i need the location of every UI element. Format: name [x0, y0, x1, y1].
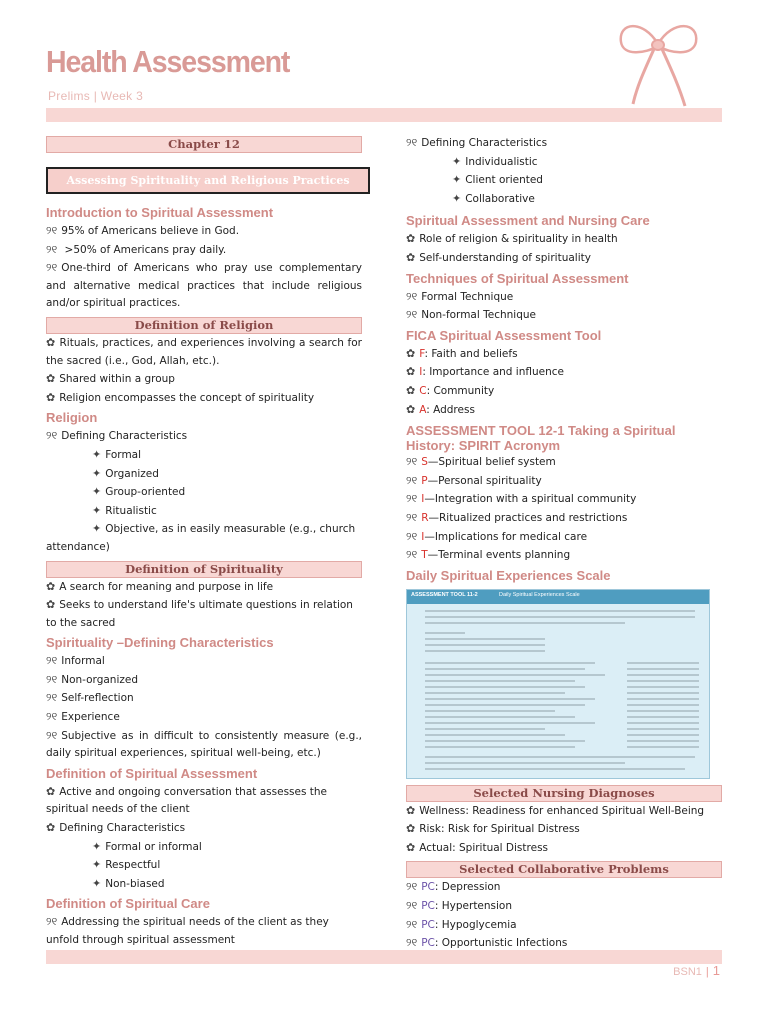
spirit-item: ୨୧ I—Implications for medical care [406, 529, 588, 543]
daily-scale-figure [406, 589, 710, 779]
intro-item: ୨୧ 95% of Americans believe in God. [46, 224, 240, 237]
chapter-heading: Chapter 12 [46, 136, 362, 153]
nursing-diagnoses-heading: Selected Nursing Diagnoses [406, 785, 722, 802]
intro-heading: Introduction to Spiritual Assessment [46, 205, 274, 220]
definition-item: ✿ Seeks to understand life's ultimate questions in relation to the sacred [46, 598, 353, 629]
spiritual-assessment-heading: Definition of Spiritual Assessment [46, 765, 258, 781]
list-item: ୨୧ Non-organized [46, 672, 138, 686]
problem-item: ୨୧ PC: Hypoglycemia [406, 917, 517, 931]
diagnosis-item: ✿ Risk: Risk for Spiritual Distress [406, 822, 580, 836]
list-item: ✦ Respectful [92, 858, 161, 872]
spirit-item: ୨୧ R—Ritualized practices and restrictions [406, 510, 628, 524]
fica-heading: FICA Spiritual Assessment Tool [406, 327, 602, 343]
list-item: ✦ Individualistic [452, 154, 538, 168]
list-item: ✿ Defining Characteristics [46, 821, 186, 835]
collaborative-problems-heading: Selected Collaborative Problems [406, 861, 722, 878]
list-item: ✦ Non-biased [92, 876, 165, 890]
list-item: ✦ Formal [92, 447, 142, 461]
page-footer [673, 963, 720, 978]
intro-item: ୨୧ One-third of Americans who pray use complementary and alternative medical practices that include religious and/or spiritual practices. [46, 261, 362, 310]
scale-figure-header: ASSESSMENT TOOL 11-2 Daily Spiritual Experiences Scale [407, 590, 709, 604]
page-title: Health Assessment [46, 44, 290, 79]
list-item: ୨୧ Defining Characteristics [46, 429, 188, 443]
spirit-item: ୨୧ I—Integration with a spiritual community [406, 492, 637, 506]
list-item: ✿ Self-understanding of spirituality [406, 250, 591, 264]
list-item: ✿ Role of religion & spirituality in health [406, 232, 618, 246]
definition-spirituality-heading: Definition of Spirituality [46, 561, 362, 578]
techniques-heading: Techniques of Spiritual Assessment [406, 270, 629, 286]
spirit-item: ୨୧ T—Terminal events planning [406, 548, 571, 562]
definition-religion-heading: Definition of Religion [46, 317, 362, 334]
list-item: ✦ Group-oriented [92, 485, 186, 499]
problem-item: ୨୧ PC: Hypertension [406, 899, 513, 913]
right-column [406, 134, 722, 953]
ribbon-bow-icon [613, 14, 703, 110]
definition-item: ✿ A search for meaning and purpose in life [46, 579, 274, 593]
list-item: ୨୧ Subjective as in difficult to consistently measure (e.g., daily spiritual experiences, spiritual well-being, etc.) [46, 728, 362, 760]
list-item: ✦ Ritualistic [92, 503, 157, 517]
list-item: ✦ Client oriented [452, 173, 543, 187]
definition-item: ✿ Shared within a group [46, 372, 175, 386]
list-item: ୨୧ Non-formal Technique [406, 308, 536, 322]
fica-item: ✿ F: Faith and beliefs [406, 346, 518, 360]
definition-item: ✿ Religion encompasses the concept of spirituality [46, 390, 315, 404]
left-column [46, 134, 362, 950]
list-item: ୨୧ Self-reflection [46, 691, 134, 705]
list-item: ✿ Active and ongoing conversation that assesses the spiritual needs of the client [46, 784, 328, 816]
diagnosis-item: ✿ Wellness: Readiness for enhanced Spiritual Well-Being [406, 803, 705, 817]
religion-heading: Religion [46, 410, 98, 426]
list-item: ୨୧ Informal [46, 654, 105, 668]
spirit-tool-heading: ASSESSMENT TOOL 12-1 Taking a Spiritual History: SPIRIT Acronym [406, 423, 676, 454]
problem-item: ୨୧ PC: Depression [406, 880, 501, 894]
problem-item: ୨୧ PC: Opportunistic Infections [406, 936, 568, 950]
diagnosis-item: ✿ Actual: Spiritual Distress [406, 840, 549, 854]
spirit-item: ୨୧ S—Spiritual belief system [406, 455, 556, 469]
list-item: ୨୧ Defining Characteristics [406, 136, 548, 149]
spirit-item: ୨୧ P—Personal spirituality [406, 473, 542, 487]
list-item: ✦ Objective, as in easily measurable (e.g., church attendance) [46, 522, 356, 553]
list-item: ✦ Collaborative [452, 191, 535, 205]
list-item: ୨୧ Addressing the spiritual needs of the client as they unfold through spiritual assessment [46, 915, 329, 946]
fica-item: ✿ I: Importance and influence [406, 365, 564, 379]
footer-divider-bar [46, 950, 722, 964]
fica-item: ✿ C: Community [406, 383, 495, 397]
list-item: ୨୧ Formal Technique [406, 289, 514, 303]
nursing-care-heading: Spiritual Assessment and Nursing Care [406, 213, 650, 229]
subject-banner: Assessing Spirituality and Religious Practices [46, 167, 370, 194]
fica-item: ✿ A: Address [406, 402, 475, 416]
spirituality-characteristics-heading: Spirituality –Defining Characteristics [46, 635, 274, 651]
definition-item: ✿ Rituals, practices, and experiences involving a search for the sacred (i.e., God, Allah, etc.). [46, 335, 362, 367]
daily-scale-heading: Daily Spiritual Experiences Scale [406, 567, 611, 583]
page-number: 1 [712, 963, 720, 978]
list-item: ✦ Organized [92, 466, 159, 480]
page-subtitle: Prelims | Week 3 [48, 89, 144, 103]
header-divider-bar [46, 108, 722, 122]
footer-label: BSN1 [673, 966, 702, 978]
spiritual-care-heading: Definition of Spiritual Care [46, 896, 210, 912]
list-item: ୨୧ Experience [46, 710, 120, 724]
list-item: ✦ Formal or informal [92, 839, 202, 853]
intro-item: ୨୧ >50% of Americans pray daily. [46, 242, 227, 256]
footer-separator: | [705, 966, 709, 978]
